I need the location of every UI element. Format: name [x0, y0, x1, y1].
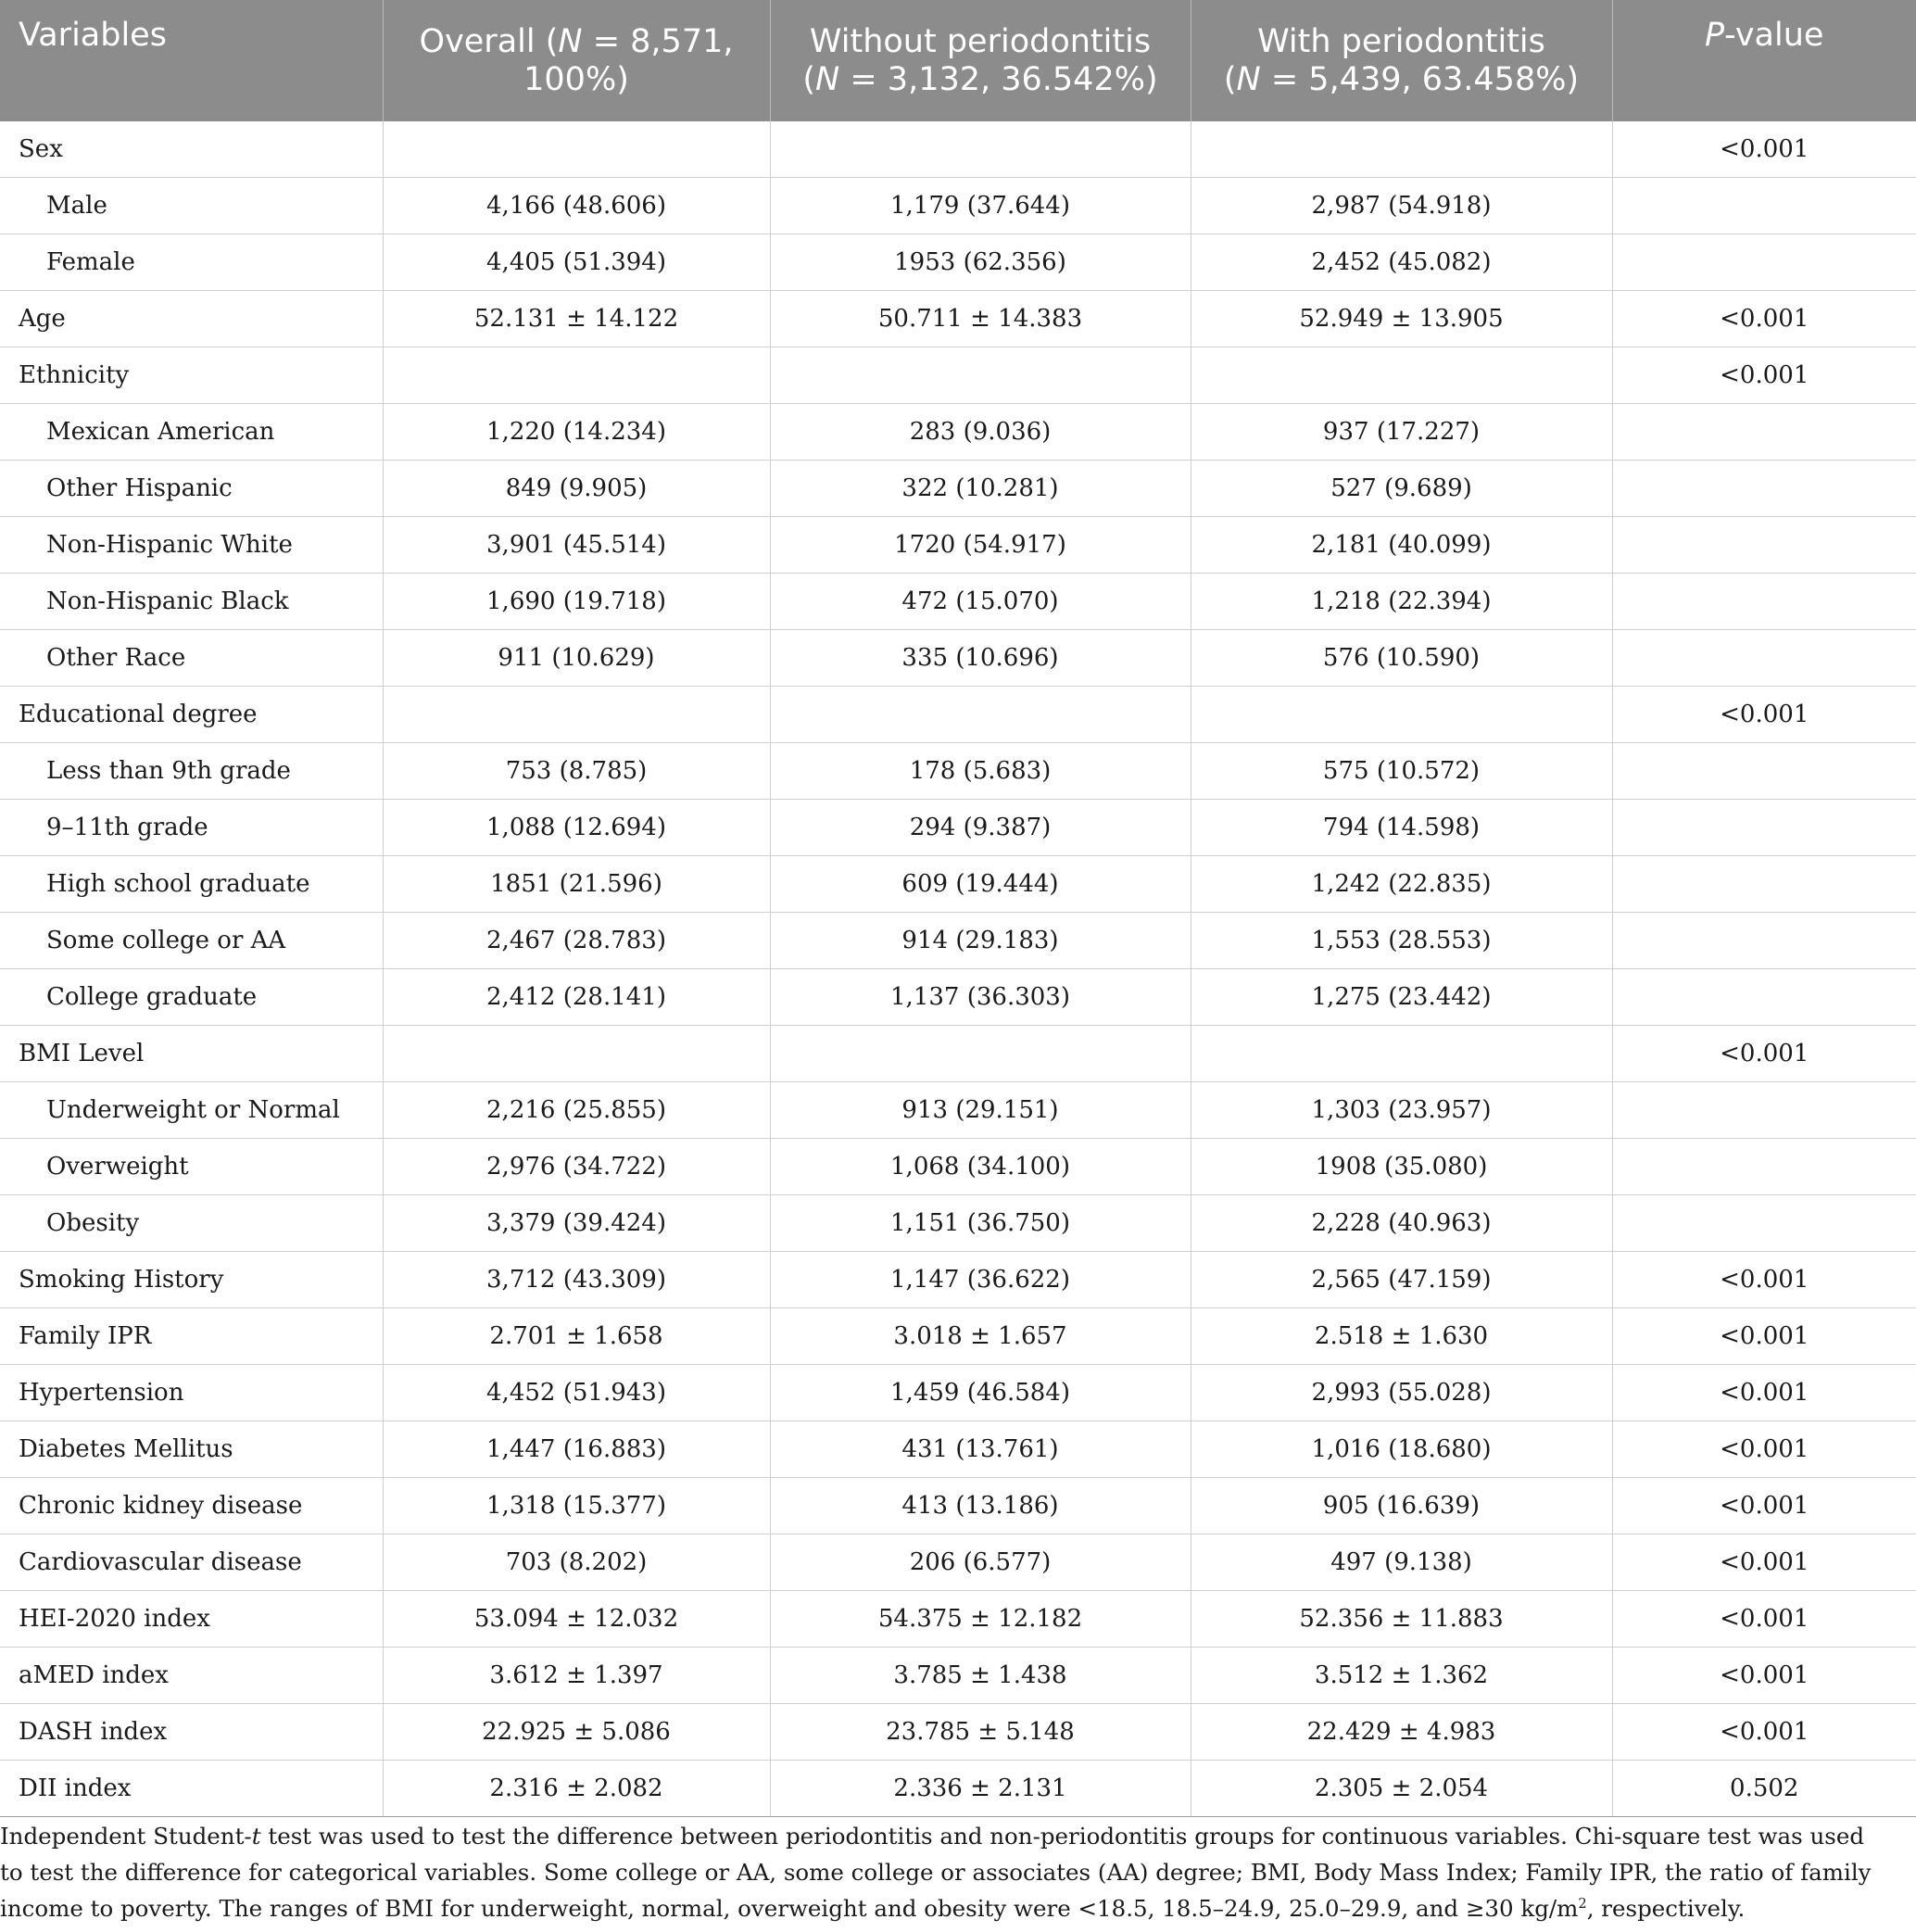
- cell-p-value: [1612, 1082, 1916, 1139]
- cell-p-value: [1612, 404, 1916, 461]
- cell-variable: HEI-2020 index: [0, 1591, 383, 1648]
- cell-with-periodontitis: [1191, 1026, 1612, 1082]
- cell-without-periodontitis: 431 (13.761): [770, 1421, 1191, 1478]
- cell-with-periodontitis: 1,275 (23.442): [1191, 969, 1612, 1026]
- table-row: [0, 1139, 1916, 1195]
- cell-overall: 22.925 ± 5.086: [383, 1704, 770, 1761]
- cell-overall: 849 (9.905): [383, 461, 770, 517]
- cell-variable: High school graduate: [0, 856, 383, 913]
- cell-without-periodontitis: 413 (13.186): [770, 1478, 1191, 1534]
- cell-with-periodontitis: [1191, 347, 1612, 404]
- cell-variable: Male: [0, 178, 383, 234]
- cell-without-periodontitis: 913 (29.151): [770, 1082, 1191, 1139]
- table-row: [0, 1195, 1916, 1252]
- table-row: [0, 347, 1916, 404]
- cell-with-periodontitis: 905 (16.639): [1191, 1478, 1612, 1534]
- cell-without-periodontitis: [770, 687, 1191, 743]
- cell-p-value: <0.001: [1612, 347, 1916, 404]
- cell-without-periodontitis: [770, 347, 1191, 404]
- cell-overall: 3,712 (43.309): [383, 1252, 770, 1308]
- cell-with-periodontitis: 497 (9.138): [1191, 1534, 1612, 1591]
- cell-p-value: [1612, 743, 1916, 800]
- cell-with-periodontitis: 1,303 (23.957): [1191, 1082, 1612, 1139]
- cell-with-periodontitis: 52.949 ± 13.905: [1191, 291, 1612, 347]
- cell-with-periodontitis: 1,016 (18.680): [1191, 1421, 1612, 1478]
- table-row: [0, 1704, 1916, 1761]
- cell-p-value: [1612, 1195, 1916, 1252]
- cell-without-periodontitis: 322 (10.281): [770, 461, 1191, 517]
- cell-with-periodontitis: 575 (10.572): [1191, 743, 1612, 800]
- cell-overall: 2,976 (34.722): [383, 1139, 770, 1195]
- cell-variable: DASH index: [0, 1704, 383, 1761]
- cell-overall: [383, 121, 770, 178]
- cell-overall: 2,467 (28.783): [383, 913, 770, 969]
- header-variables: Variables: [0, 0, 383, 121]
- table-row: [0, 1026, 1916, 1082]
- table-row: [0, 630, 1916, 687]
- cell-without-periodontitis: 54.375 ± 12.182: [770, 1591, 1191, 1648]
- cell-variable: Sex: [0, 121, 383, 178]
- cell-p-value: <0.001: [1612, 1704, 1916, 1761]
- cell-overall: [383, 347, 770, 404]
- table-row: [0, 178, 1916, 234]
- cell-overall: 3,379 (39.424): [383, 1195, 770, 1252]
- header-overall: Overall (N = 8,571, 100%): [383, 0, 770, 121]
- table-row: [0, 687, 1916, 743]
- table-body: [0, 121, 1916, 1817]
- cell-overall: 2,216 (25.855): [383, 1082, 770, 1139]
- cell-with-periodontitis: [1191, 687, 1612, 743]
- header-row: [0, 0, 1916, 121]
- cell-variable: Some college or AA: [0, 913, 383, 969]
- cell-variable: Other Race: [0, 630, 383, 687]
- table-row: [0, 291, 1916, 347]
- cell-p-value: [1612, 178, 1916, 234]
- cell-variable: Diabetes Mellitus: [0, 1421, 383, 1478]
- table-row: [0, 1534, 1916, 1591]
- header-with-periodontitis: With periodontitis (N = 5,439, 63.458%): [1191, 0, 1612, 121]
- cell-overall: [383, 687, 770, 743]
- cell-overall: 703 (8.202): [383, 1534, 770, 1591]
- cell-p-value: <0.001: [1612, 1591, 1916, 1648]
- cell-variable: Age: [0, 291, 383, 347]
- cell-p-value: [1612, 800, 1916, 856]
- cell-p-value: [1612, 969, 1916, 1026]
- cell-overall: 3,901 (45.514): [383, 517, 770, 574]
- cell-p-value: <0.001: [1612, 1534, 1916, 1591]
- cell-without-periodontitis: 1,179 (37.644): [770, 178, 1191, 234]
- cell-with-periodontitis: 794 (14.598): [1191, 800, 1612, 856]
- cell-without-periodontitis: 1,459 (46.584): [770, 1365, 1191, 1421]
- cell-variable: Overweight: [0, 1139, 383, 1195]
- table-row: [0, 1365, 1916, 1421]
- cell-p-value: <0.001: [1612, 1308, 1916, 1365]
- cell-with-periodontitis: 2,228 (40.963): [1191, 1195, 1612, 1252]
- cell-without-periodontitis: 206 (6.577): [770, 1534, 1191, 1591]
- cell-with-periodontitis: 22.429 ± 4.983: [1191, 1704, 1612, 1761]
- cell-with-periodontitis: 2.518 ± 1.630: [1191, 1308, 1612, 1365]
- cell-without-periodontitis: 178 (5.683): [770, 743, 1191, 800]
- cell-with-periodontitis: 2,452 (45.082): [1191, 234, 1612, 291]
- cell-overall: 1,088 (12.694): [383, 800, 770, 856]
- cell-p-value: [1612, 913, 1916, 969]
- table-row: [0, 1308, 1916, 1365]
- cell-variable: Mexican American: [0, 404, 383, 461]
- cell-overall: 1,318 (15.377): [383, 1478, 770, 1534]
- cell-overall: 2,412 (28.141): [383, 969, 770, 1026]
- cell-overall: 1,690 (19.718): [383, 574, 770, 630]
- cell-p-value: [1612, 461, 1916, 517]
- cell-without-periodontitis: [770, 121, 1191, 178]
- cell-overall: 2.316 ± 2.082: [383, 1761, 770, 1817]
- cell-with-periodontitis: 2,565 (47.159): [1191, 1252, 1612, 1308]
- table-row: [0, 1421, 1916, 1478]
- cell-with-periodontitis: 2,993 (55.028): [1191, 1365, 1612, 1421]
- cell-without-periodontitis: 1,151 (36.750): [770, 1195, 1191, 1252]
- cell-p-value: <0.001: [1612, 1026, 1916, 1082]
- table-row: [0, 574, 1916, 630]
- table-row: [0, 1591, 1916, 1648]
- table-row: [0, 856, 1916, 913]
- cell-without-periodontitis: 1953 (62.356): [770, 234, 1191, 291]
- header-without-periodontitis: Without periodontitis (N = 3,132, 36.542%): [770, 0, 1191, 121]
- cell-overall: 753 (8.785): [383, 743, 770, 800]
- cell-variable: Chronic kidney disease: [0, 1478, 383, 1534]
- cell-variable: Educational degree: [0, 687, 383, 743]
- cell-p-value: <0.001: [1612, 1648, 1916, 1704]
- cell-without-periodontitis: 609 (19.444): [770, 856, 1191, 913]
- table-row: [0, 800, 1916, 856]
- cell-overall: 4,405 (51.394): [383, 234, 770, 291]
- cell-with-periodontitis: 2.305 ± 2.054: [1191, 1761, 1612, 1817]
- table-row: [0, 913, 1916, 969]
- cell-with-periodontitis: 937 (17.227): [1191, 404, 1612, 461]
- cell-with-periodontitis: 2,987 (54.918): [1191, 178, 1612, 234]
- cell-p-value: <0.001: [1612, 687, 1916, 743]
- cell-variable: Hypertension: [0, 1365, 383, 1421]
- cell-variable: College graduate: [0, 969, 383, 1026]
- cell-p-value: [1612, 630, 1916, 687]
- cell-without-periodontitis: 472 (15.070): [770, 574, 1191, 630]
- cell-variable: Female: [0, 234, 383, 291]
- cell-without-periodontitis: [770, 1026, 1191, 1082]
- cell-overall: [383, 1026, 770, 1082]
- cell-without-periodontitis: 1,137 (36.303): [770, 969, 1191, 1026]
- cell-with-periodontitis: 52.356 ± 11.883: [1191, 1591, 1612, 1648]
- cell-without-periodontitis: 2.336 ± 2.131: [770, 1761, 1191, 1817]
- table-row: [0, 1082, 1916, 1139]
- cell-with-periodontitis: 527 (9.689): [1191, 461, 1612, 517]
- cell-p-value: [1612, 234, 1916, 291]
- cell-without-periodontitis: 1,068 (34.100): [770, 1139, 1191, 1195]
- table-footnote: Independent Student-t test was used to test the difference between periodontitis and non-periodontitis groups for continuous variables. Chi-square test was used to test the difference for categorical variables. Some college or AA, some college or associates (AA) degree; BMI, Body Mass Index; Family IPR, the ratio of family income to poverty. The ranges of BMI for underweight, normal, overweight and obesity were <18.5, 18.5–24.9, 25.0–29.9, and ≥30 $kg/m^2$, respectively.: [0, 1823, 1872, 1922]
- table-header: [0, 0, 1916, 121]
- cell-variable: Cardiovascular disease: [0, 1534, 383, 1591]
- table-row: [0, 1761, 1916, 1817]
- cell-without-periodontitis: 1,147 (36.622): [770, 1252, 1191, 1308]
- cell-without-periodontitis: 1720 (54.917): [770, 517, 1191, 574]
- cell-overall: 3.612 ± 1.397: [383, 1648, 770, 1704]
- cell-overall: 2.701 ± 1.658: [383, 1308, 770, 1365]
- cell-overall: 911 (10.629): [383, 630, 770, 687]
- cell-with-periodontitis: 576 (10.590): [1191, 630, 1612, 687]
- cell-p-value: [1612, 517, 1916, 574]
- cell-with-periodontitis: 1908 (35.080): [1191, 1139, 1612, 1195]
- cell-variable: Ethnicity: [0, 347, 383, 404]
- cell-overall: 4,452 (51.943): [383, 1365, 770, 1421]
- table-row: [0, 969, 1916, 1026]
- cell-overall: 53.094 ± 12.032: [383, 1591, 770, 1648]
- cell-overall: 4,166 (48.606): [383, 178, 770, 234]
- table-row: [0, 461, 1916, 517]
- cell-p-value: <0.001: [1612, 1365, 1916, 1421]
- cell-p-value: <0.001: [1612, 1252, 1916, 1308]
- table-row: [0, 743, 1916, 800]
- cell-p-value: [1612, 574, 1916, 630]
- cell-variable: Underweight or Normal: [0, 1082, 383, 1139]
- cell-variable: Smoking History: [0, 1252, 383, 1308]
- cell-with-periodontitis: 1,218 (22.394): [1191, 574, 1612, 630]
- cell-without-periodontitis: 335 (10.696): [770, 630, 1191, 687]
- cell-overall: 1,220 (14.234): [383, 404, 770, 461]
- cell-p-value: <0.001: [1612, 1478, 1916, 1534]
- cell-without-periodontitis: 914 (29.183): [770, 913, 1191, 969]
- cell-without-periodontitis: 23.785 ± 5.148: [770, 1704, 1191, 1761]
- cell-p-value: <0.001: [1612, 291, 1916, 347]
- cell-overall: 1851 (21.596): [383, 856, 770, 913]
- cell-with-periodontitis: 1,242 (22.835): [1191, 856, 1612, 913]
- cell-p-value: 0.502: [1612, 1761, 1916, 1817]
- cell-with-periodontitis: [1191, 121, 1612, 178]
- cell-without-periodontitis: 283 (9.036): [770, 404, 1191, 461]
- cell-with-periodontitis: 2,181 (40.099): [1191, 517, 1612, 574]
- cell-variable: DII index: [0, 1761, 383, 1817]
- cell-variable: Family IPR: [0, 1308, 383, 1365]
- cell-variable: Non-Hispanic Black: [0, 574, 383, 630]
- table-row: [0, 404, 1916, 461]
- cell-without-periodontitis: 3.018 ± 1.657: [770, 1308, 1191, 1365]
- cell-variable: Other Hispanic: [0, 461, 383, 517]
- cell-variable: Less than 9th grade: [0, 743, 383, 800]
- cell-variable: aMED index: [0, 1648, 383, 1704]
- table-row: [0, 517, 1916, 574]
- cell-variable: 9–11th grade: [0, 800, 383, 856]
- table-row: [0, 121, 1916, 178]
- header-p-value: P-value: [1612, 0, 1916, 121]
- cell-variable: BMI Level: [0, 1026, 383, 1082]
- cell-with-periodontitis: 3.512 ± 1.362: [1191, 1648, 1612, 1704]
- cell-p-value: [1612, 1139, 1916, 1195]
- table-row: [0, 1648, 1916, 1704]
- cell-variable: Non-Hispanic White: [0, 517, 383, 574]
- cell-p-value: <0.001: [1612, 121, 1916, 178]
- cell-without-periodontitis: 50.711 ± 14.383: [770, 291, 1191, 347]
- cell-without-periodontitis: 294 (9.387): [770, 800, 1191, 856]
- cell-with-periodontitis: 1,553 (28.553): [1191, 913, 1612, 969]
- table-row: [0, 1252, 1916, 1308]
- cell-variable: Obesity: [0, 1195, 383, 1252]
- cell-p-value: [1612, 856, 1916, 913]
- table-row: [0, 234, 1916, 291]
- cell-p-value: <0.001: [1612, 1421, 1916, 1478]
- table-row: [0, 1478, 1916, 1534]
- cell-overall: 52.131 ± 14.122: [383, 291, 770, 347]
- cell-overall: 1,447 (16.883): [383, 1421, 770, 1478]
- cell-without-periodontitis: 3.785 ± 1.438: [770, 1648, 1191, 1704]
